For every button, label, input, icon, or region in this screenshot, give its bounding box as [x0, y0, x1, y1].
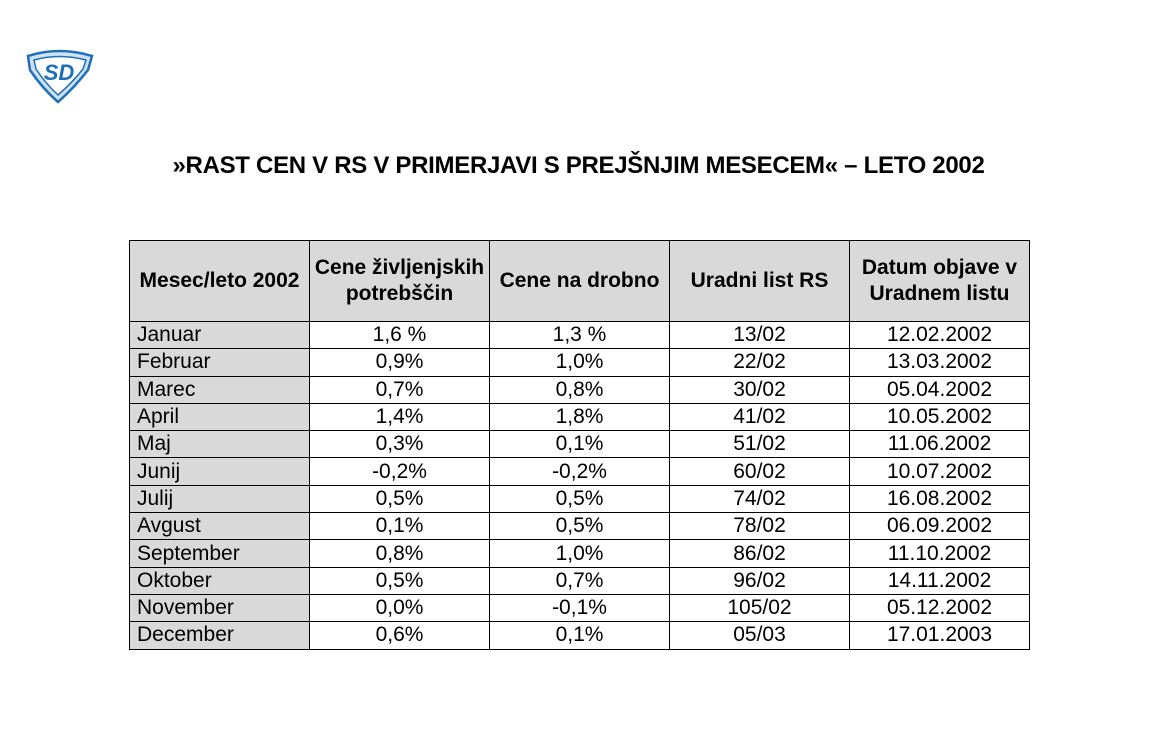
- retail-prices-cell: 0,5%: [490, 485, 670, 512]
- gazette-cell: 22/02: [670, 349, 850, 376]
- living-costs-cell: 0,8%: [310, 540, 490, 567]
- living-costs-cell: 0,6%: [310, 622, 490, 649]
- gazette-cell: 05/03: [670, 622, 850, 649]
- month-cell: Maj: [130, 431, 310, 458]
- table-row: [130, 458, 1030, 485]
- gazette-cell: 96/02: [670, 567, 850, 594]
- gazette-cell: 30/02: [670, 376, 850, 403]
- retail-prices-cell: 0,8%: [490, 376, 670, 403]
- date-cell: 11.10.2002: [850, 540, 1030, 567]
- retail-prices-cell: 0,1%: [490, 622, 670, 649]
- table-row: [130, 594, 1030, 621]
- date-cell: 16.08.2002: [850, 485, 1030, 512]
- retail-prices-cell: 1,0%: [490, 540, 670, 567]
- table-row: [130, 540, 1030, 567]
- date-cell: 12.02.2002: [850, 322, 1030, 349]
- date-cell: 14.11.2002: [850, 567, 1030, 594]
- page-title: »RAST CEN V RS V PRIMERJAVI S PREJŠNJIM MESECEM« – LETO 2002: [172, 152, 985, 179]
- table-row: [130, 322, 1030, 349]
- month-cell: Oktober: [130, 567, 310, 594]
- table-row: [130, 513, 1030, 540]
- table-row: [130, 403, 1030, 430]
- month-cell: December: [130, 622, 310, 649]
- retail-prices-cell: -0,2%: [490, 458, 670, 485]
- sd-logo-text: SD: [43, 60, 75, 85]
- table-row: [130, 376, 1030, 403]
- date-cell: 10.05.2002: [850, 403, 1030, 430]
- header-official-gazette: Uradni list RS: [670, 241, 850, 322]
- month-cell: Julij: [130, 485, 310, 512]
- table-row: [130, 431, 1030, 458]
- retail-prices-cell: 0,5%: [490, 513, 670, 540]
- table-header-row: [130, 241, 1030, 322]
- month-cell: Marec: [130, 376, 310, 403]
- sd-logo-icon: [22, 48, 96, 104]
- date-cell: 11.06.2002: [850, 431, 1030, 458]
- price-growth-table: [129, 240, 1030, 650]
- living-costs-cell: 0,5%: [310, 485, 490, 512]
- gazette-cell: 51/02: [670, 431, 850, 458]
- retail-prices-cell: -0,1%: [490, 594, 670, 621]
- date-cell: 05.12.2002: [850, 594, 1030, 621]
- retail-prices-cell: 1,3 %: [490, 322, 670, 349]
- living-costs-cell: 0,7%: [310, 376, 490, 403]
- date-cell: 06.09.2002: [850, 513, 1030, 540]
- gazette-cell: 74/02: [670, 485, 850, 512]
- gazette-cell: 13/02: [670, 322, 850, 349]
- retail-prices-cell: 1,8%: [490, 403, 670, 430]
- living-costs-cell: 0,5%: [310, 567, 490, 594]
- date-cell: 05.04.2002: [850, 376, 1030, 403]
- month-cell: September: [130, 540, 310, 567]
- month-cell: Februar: [130, 349, 310, 376]
- living-costs-cell: 0,1%: [310, 513, 490, 540]
- table-row: [130, 485, 1030, 512]
- living-costs-cell: 0,0%: [310, 594, 490, 621]
- month-cell: Avgust: [130, 513, 310, 540]
- header-publication-date: Datum objave v Uradnem listu: [850, 241, 1030, 322]
- month-cell: Januar: [130, 322, 310, 349]
- month-cell: November: [130, 594, 310, 621]
- date-cell: 13.03.2002: [850, 349, 1030, 376]
- retail-prices-cell: 0,7%: [490, 567, 670, 594]
- month-cell: Junij: [130, 458, 310, 485]
- header-retail-prices: Cene na drobno: [490, 241, 670, 322]
- living-costs-cell: 0,9%: [310, 349, 490, 376]
- gazette-cell: 78/02: [670, 513, 850, 540]
- living-costs-cell: -0,2%: [310, 458, 490, 485]
- header-month: Mesec/leto 2002: [130, 241, 310, 322]
- living-costs-cell: 0,3%: [310, 431, 490, 458]
- gazette-cell: 105/02: [670, 594, 850, 621]
- retail-prices-cell: 1,0%: [490, 349, 670, 376]
- date-cell: 17.01.2003: [850, 622, 1030, 649]
- gazette-cell: 41/02: [670, 403, 850, 430]
- gazette-cell: 86/02: [670, 540, 850, 567]
- table-body: [130, 322, 1030, 650]
- month-cell: April: [130, 403, 310, 430]
- date-cell: 10.07.2002: [850, 458, 1030, 485]
- header-living-costs: Cene življenjskih potrebščin: [310, 241, 490, 322]
- gazette-cell: 60/02: [670, 458, 850, 485]
- table-row: [130, 567, 1030, 594]
- table-row: [130, 622, 1030, 649]
- living-costs-cell: 1,4%: [310, 403, 490, 430]
- table-row: [130, 349, 1030, 376]
- retail-prices-cell: 0,1%: [490, 431, 670, 458]
- living-costs-cell: 1,6 %: [310, 322, 490, 349]
